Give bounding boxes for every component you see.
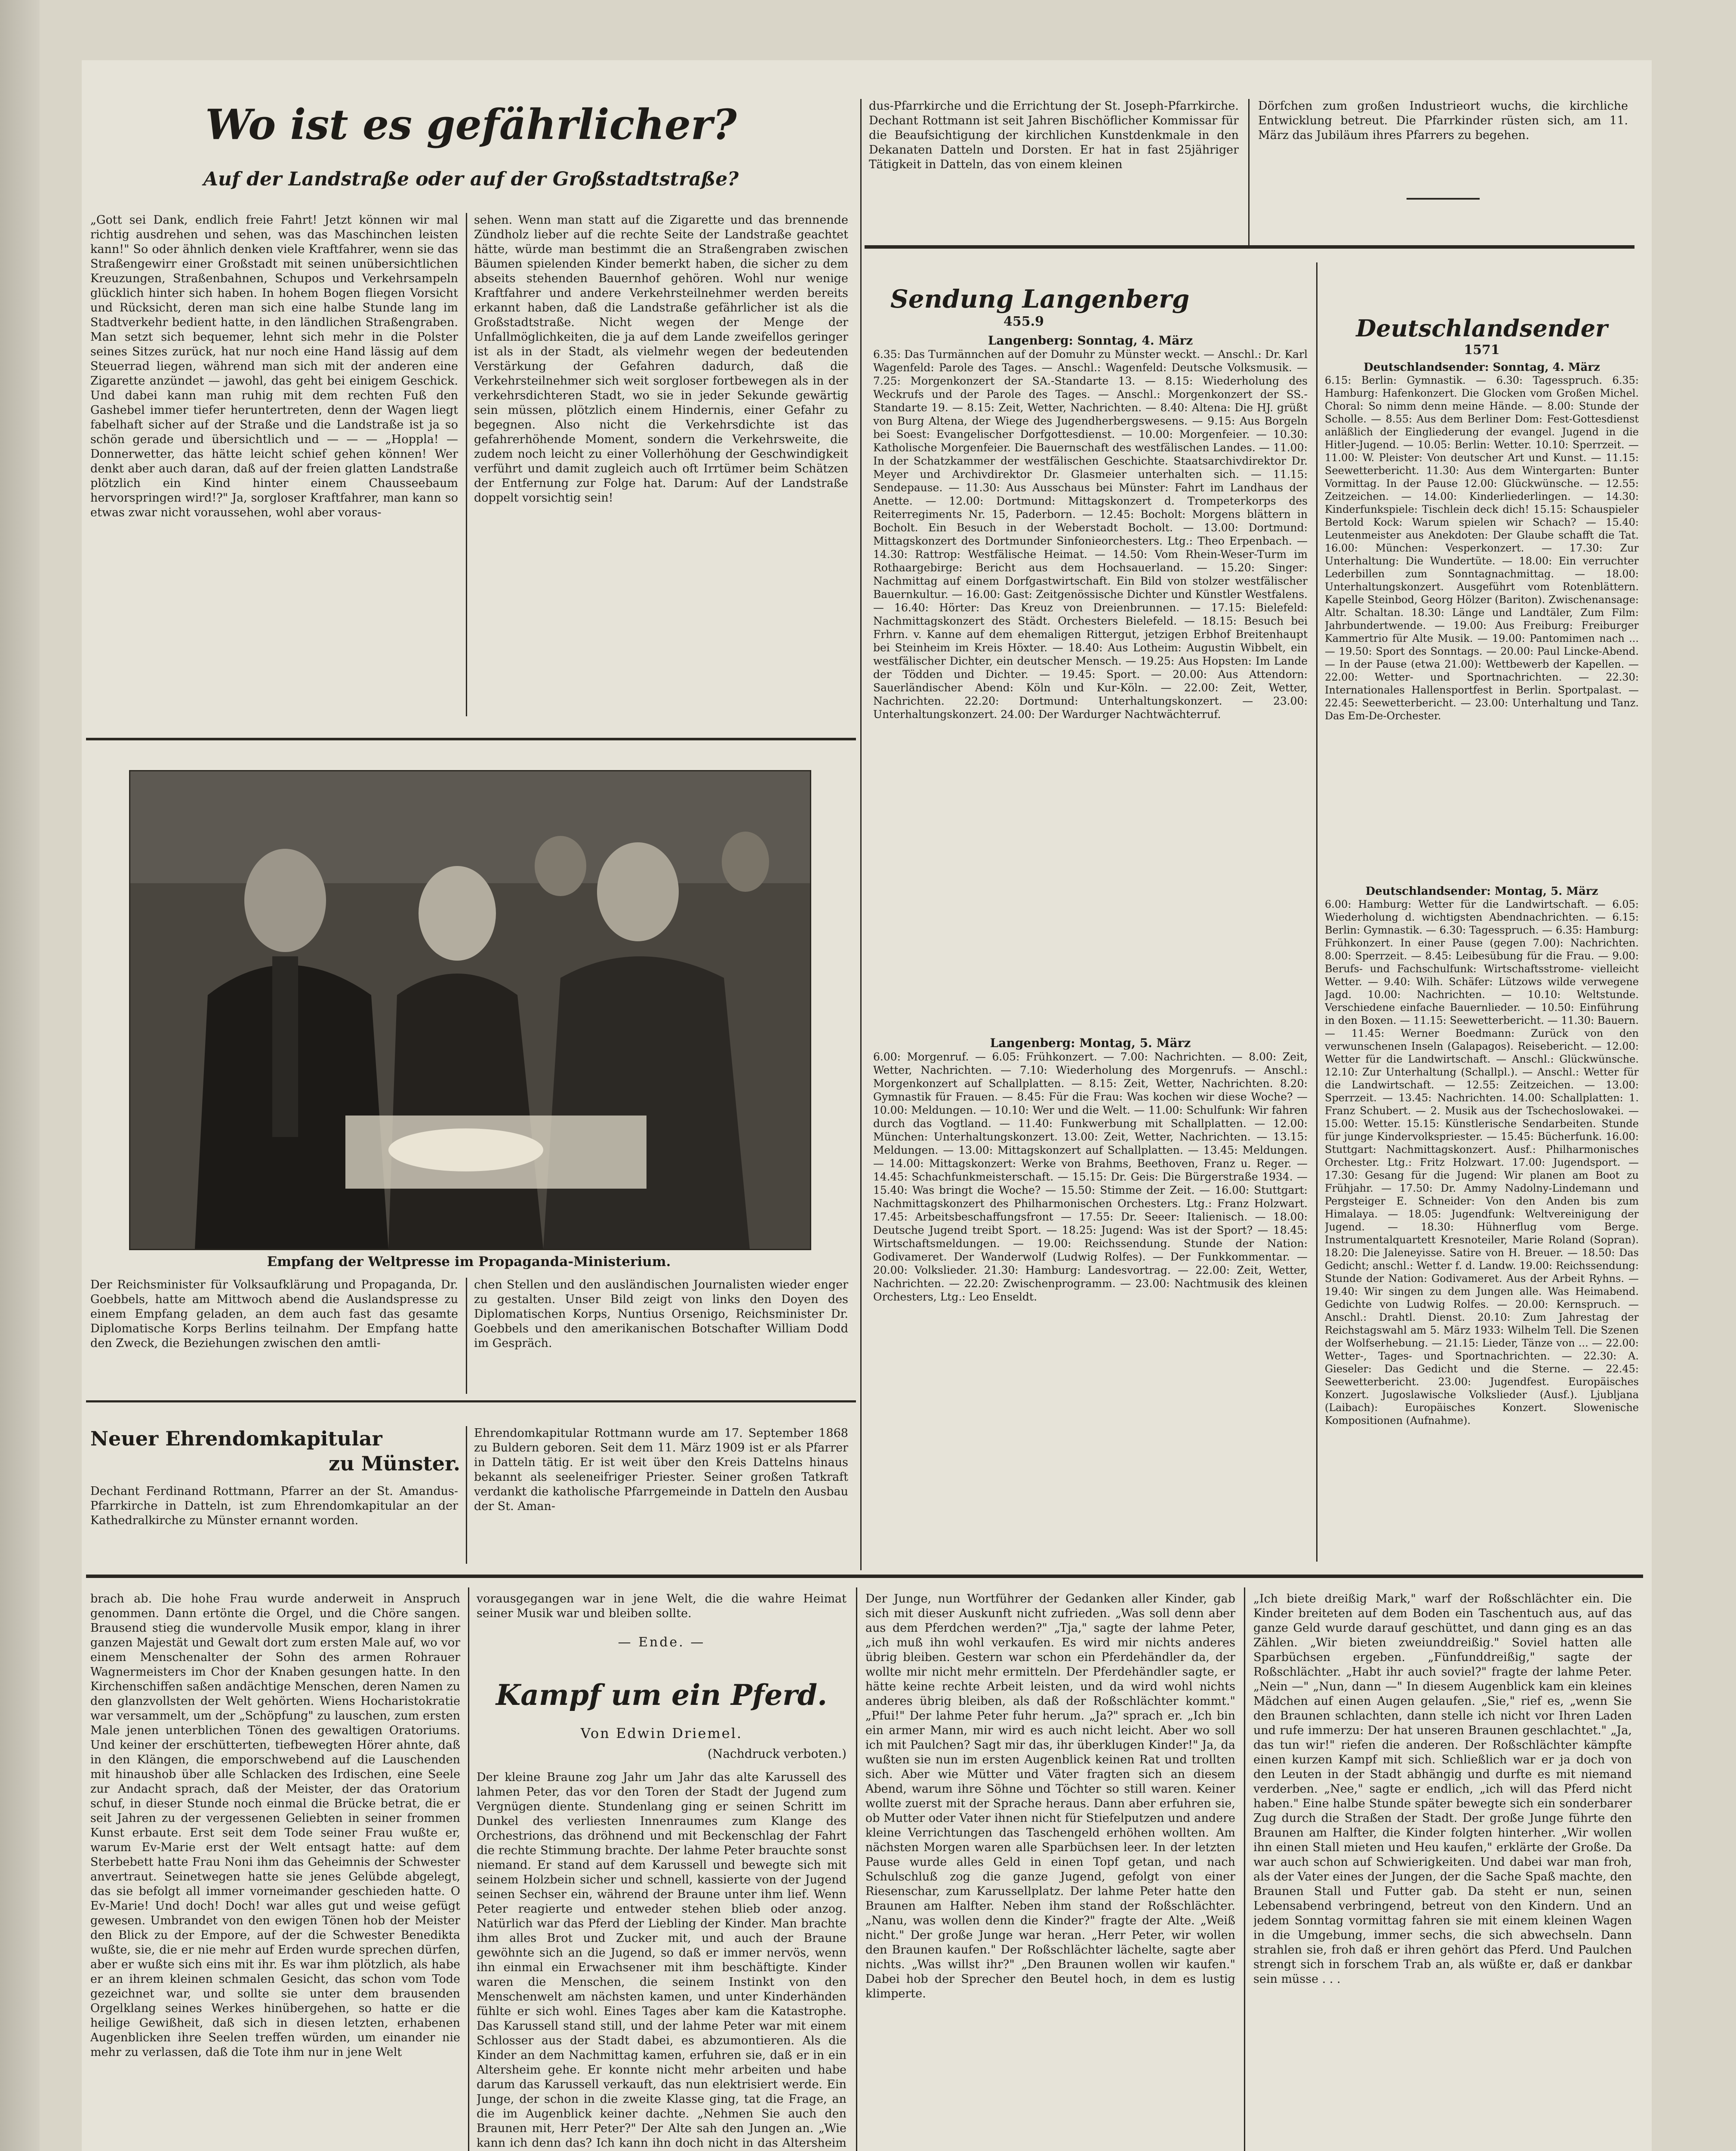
photo-caption: Empfang der Weltpresse im Propaganda-Ministerium. — [267, 1254, 671, 1270]
radio-deutschlandsender — [1325, 314, 1639, 1487]
story-note: (Nachdruck verboten.) — [708, 1747, 846, 1761]
section-rule — [86, 738, 856, 740]
column-divider — [466, 213, 467, 716]
station-name: Deutschlandsender — [1356, 314, 1608, 342]
column-divider — [1244, 1587, 1245, 2151]
article-title: Wo ist es gefährlicher? — [205, 100, 737, 149]
schedule-day-text: 6.35: Das Turmännchen auf der Domuhr zu Münster weckt. — Anschl.: Dr. Karl Wagenfeld: Parole des Tages. — Anschl.: Wagenfeld: Deutsche Volksmusik. — 7.25: Morgenkonzert der SA.-Standarte 13. — 8.15: Wiederholung des Weckrufs und der Parole des Tages. — Anschl.: Morgenkonzert der SS.-Standarte 19. — 8.15: Zeit, Wetter, Nachrichten. — 8.40: Altena: Die HJ. grüßt von Burg Altena, der Wiege des Jugendherbergswesens. — 9.15: Aus Borgeln bei Soest: Evangelischer Dorfgottesdienst. — 10.00: Morgenfeier. — 10.30: Katholische Morgenfeier. Die Bauernschaft des westfälischen Landes. — 11.00: In der Schatzkammer der westfälischen Geschichte. Staatsarchivdirektor Dr. Meyer und Archivdirektor Dr. Glasmeier unterhalten sich. — 11.15: Sendepause. — 11.30: Aus Ausschaus bei Münster: Fahrt im Landhaus der Anette. — 12.00: Dortmund: Mittagskonzert d. Trompeterkorps des Reiterregiments Nr. 15, Paderborn. — 12.45: Bocholt: Morgens blättern in Bocholt. Ein Besuch in der Weberstadt Bocholt. — 13.00: Dortmund: Mittagskonzert des Dortmunder Sinfonieorchesters. Ltg.: Theo Erpenbach. — 14.30: Rattrop: Westfälische Heimat. — 14.50: Vom Rhein-Weser-Turm im Rothaargebirge: Bericht aus dem Hochsauerland. — 15.20: Singer: Nachmittag auf einem Dorfgastwirtschaft. Ein Bild von stolzer westfälischer Bauernkultur. — 16.00: Gast: Zeitgenössische Dichter und Künstler Westfalens. — 16.40: Hörter: Das Kreuz von Dreienbrunnen. — 17.15: Bielefeld: Nachmittagskonzert des Städt. Orchesters Bielefeld. — 18.15: Besuch bei Frhrn. v. Kanne auf dem ehemaligen Rittergut, jetzigen Erbhof Breitenhaupt bei Steinheim im Kreis Höxter. — 18.40: Aus Lotheim: Augustin Wibbelt, ein westfälischer Dichter, ein deutscher Mensch. — 19.25: Aus Hopsten: Im Lande der Tödden und Dichter. — 19.45: Sport. — 20.00: Aus Attendorn: Sauerländischer Abend: Köln und Kur-Köln. — 22.00: Zeit, Wetter, Nachrichten. 22.20: Dortmund: Unterhaltungskonzert. — 23.00: Unterhaltungskonzert. 24.00: Der Wardurger Nachtwächterruf. — [873, 348, 1308, 721]
schedule-day-head: Deutschlandsender: Montag, 5. März — [1365, 885, 1598, 898]
station-name: Sendung Langenberg — [890, 284, 1190, 314]
short-rule — [1407, 198, 1480, 200]
schedule-day-head: Langenberg: Sonntag, 4. März — [988, 333, 1193, 348]
column-divider — [1316, 262, 1317, 1562]
column-divider — [1248, 99, 1250, 245]
column-divider — [466, 1426, 467, 1564]
article-subtitle: Auf der Landstraße oder auf der Großstadtstraße? — [203, 168, 739, 190]
article2-title-line1: Neuer Ehrendomkapitular — [90, 1427, 382, 1450]
story-author: Von Edwin Driemel. — [580, 1725, 743, 1741]
schedule-day-head: Deutschlandsender: Sonntag, 4. März — [1364, 361, 1600, 374]
page-binding-edge — [0, 0, 40, 2151]
continuation-text: brach ab. Die hohe Frau wurde anderweit in Anspruch genommen. Dann ertönte die Orgel, und die Chöre sangen. Brausend stieg die wundervolle Musik empor, klang in ihrer ganzen Majestät und Gewalt dort zum ersten Male auf, wo vor einem Menschenalter der Sohn des armen Rohrauer Wagnermeisters im Chor der Knaben gesungen hatte. In den Kirchenschiffen saßen andächtige Menschen, deren Namen zu den glanzvollsten der Welt gehörten. Wiens Hocharistokratie war versammelt, um der „Schöpfung" zu lauschen, zum ersten Male jenen unterblichen Tönen des gewaltigen Oratoriums. Und keiner der erschütterten, tiefbewegten Hörer ahnte, daß in den Klängen, die emporschwebend auf die Lauschenden mit hinaushob über alle Schlacken des Irdischen, eine Seele zur Andacht sprach, daß der Meister, der das Oratorium schuf, in dieser Stunde noch einmal die Brücke betrat, die er seit Jahren zu der vergessenen Geliebten in seiner frommen Kunst erbaute. Erst seit dem Tode seiner Frau wußte er, warum Ev-Marie erst der Welt entsagt hatte: auf dem Sterbebett hatte Frau Noni ihm das Geheimnis der Schwester anvertraut. Seinetwegen hatte sie jenes Gelübde abgelegt, das sie befolgt all immer vorneimander geschieden hatte. O Ev-Marie! Und doch! Doch! war alles gut und weise gefügt gewesen. Umbrandet von den ewigen Tönen hob der Meister den Blick zu der Empore, auf der die Schwester Benedikta wußte, sie, die er nie mehr auf Erden wurde sprechen dürfen, aber er wußte sich eins mit ihr. Es war ihm plötzlich, als habe er an ihrem kleinen schmalen Gesicht, das schon vom Tode gezeichnet war, und sollte sie unter dem brausenden Orgelklang seines Werkes hinübergehen, so hatte er die heilige Gewißheit, daß sich in diesen letzten, erhabenen Augenblicken ihre Seelen treffen würden, um einander nie mehr zu verlassen, daß die Tote ihm nur in jene Welt — [90, 1592, 460, 2059]
photo-text-right: chen Stellen und den ausländischen Journalisten wieder enger zu gestalten. Unser Bild zeigt von links den Doyen des Diplomatischen Korps, Nuntius Orsenigo, Reichsminister Dr. Goebbels und den amerikanischen Botschafter William Dodd im Gespräch. — [474, 1278, 848, 1350]
schedule-day-head: Langenberg: Montag, 5. März — [990, 1036, 1191, 1050]
story-column-3: „Ich biete dreißig Mark," warf der Roßschlächter ein. Die Kinder breiteten auf dem Boden ein Taschentuch aus, auf das ganze Geld wurde darauf geschüttet, und dann ging es an das Zählen. „Wir bieten zweiunddreißig." Soviel hatten alle Sparbüchsen ergeben. „Fünfunddreißig," sagte der Roßschlächter. „Habt ihr auch soviel?" fragte der lahme Peter. „Nein —" „Nun, dann —" In diesem Augenblick kam ein kleines Mädchen auf einen Augen gelaufen. „Sie," rief es, „wenn Sie den Braunen schlachten, dann stelle ich nicht vor Ihren Laden und rufe immerzu: Der hat unseren Braunen geschlachtet." „Ja, das tun wir!" riefen die anderen. Der Roßschlächter kämpfte einen kurzen Kampf mit sich. Schließlich war er ja doch von den Leuten in der Stadt abhängig und durfte es mit niemand verderben. „Nee," sagte er endlich, „ich will das Pferd nicht haben." Eine halbe Stunde später bewegte sich ein sonderbarer Zug durch die Straßen der Stadt. Der große Junge führte den Braunen am Halfter, die Kinder folgten hinterher. „Wir wollen ihn einen Stall mieten und Heu kaufen," erklärte der Große. Da war auch schon auf Schwierigkeiten. Und dabei war man froh, als der Vater eines der Jungen, der die Sache Spaß machte, den Braunen Stall und Futter gab. Da steht er nun, seinen Lebensabend verbringend, betreut von den Kindern. Und an jedem Sonntag vormittag fahren sie mit einem kleinen Wagen in die Umgebung, immer sechs, die sich abwechseln. Dann strahlen sie, froh daß er ihren gehört das Pferd. Und Paulchen strengt sich in forschem Trab an, als wüßte er, daß er dankbar sein müsse . . . — [1253, 1592, 1632, 1986]
article2-title — [90, 1426, 460, 1476]
column-divider — [468, 1587, 469, 2151]
ende-marker: — Ende. — — [618, 1635, 705, 1650]
story-column-1: Der kleine Braune zog Jahr um Jahr das alte Karussell des lahmen Peter, das vor den Toren der Stadt der Jugend zum Vergnügen diente. Stundenlang ging er seinen Schritt im Dunkel des verliesten Innenraumes zum Klange des Orchestrions, das dröhnend und mit Beckenschlag der Fahrt die rechte Stimmung brachte. Der lahme Peter brauchte sonst niemand. Er stand auf dem Karussell und bewegte sich mit seinem Holzbein sicher und schnell, kassierte von der Jugend seinen Sechser ein, während der Braune unter ihm lief. Wenn Peter reagierte und entweder stehen blieb oder anzog. Natürlich war das Pferd der Liebling der Kinder. Man brachte ihm alles Brot und Zucker mit, und auch der Braune gewöhnte sich an die Jugend, so daß er immer nervös, wenn ihn einmal ein Erwachsener mit ihm beschäftigte. Kinder waren die Menschen, die seinem Instinkt von den Menschenwelt am nächsten kamen, und unter Kinderhänden fühlte er sich wohl. Eines Tages aber kam die Katastrophe. Das Karussell stand still, und der lahme Peter war mit einem Schlosser aus der Stadt dabei, es abzumontieren. Als die Kinder an dem Nachmittag kamen, erfuhren sie, daß er in ein Altersheim gehe. Er konnte nicht mehr arbeiten und habe darum das Karussell verkauft, das nun elektrisiert werde. Ein Junge, der schon in die zweite Klasse ging, tat die Frage, an die im Augenblick keiner dachte. „Nehmen Sie auch den Braunen mit, Herr Peter?" Der Alte sah den Jungen an. „Wie kann ich denn das? Ich kann ihn doch nicht in das Altersheim — [477, 1771, 846, 2150]
column-divider — [466, 1278, 467, 1394]
column-divider — [856, 1587, 857, 2151]
photo-image — [130, 771, 810, 1249]
article2-column-4: Dörfchen zum großen Industrieort wuchs, die kirchliche Entwicklung betreut. Die Pfarrkinder rüsten sich, am 11. März das Jubiläum ihres Pfarrers zu begehen. — [1258, 99, 1628, 142]
article2-title-line2: zu Münster. — [329, 1452, 460, 1475]
bottom-section-rule — [86, 1575, 1643, 1578]
continuation-ending: vorausgegangen war in jene Welt, die die wahre Heimat seiner Musik war und bleiben sollte. — [477, 1592, 846, 1620]
story-column-2: Der Junge, nun Wortführer der Gedanken aller Kinder, gab sich mit dieser Auskunft nicht zufrieden. „Was soll denn aber aus dem Pferdchen werden?" „Tja," sagte der lahme Peter, „ich muß ihn wohl verkaufen. Es wird mir nichts anderes übrig bleiben. Gestern war schon ein Pferdehändler da, der wollte mir nicht mehr ermitteln. Der Pferdehändler sagte, er hätte keine rechte Arbeit leisten, und da wird wohl nichts anderes übrig bleiben, als daß der Roßschlächter kommt." „Pfui!" Der lahme Peter fuhr herum. „Ja?" sprach er. „Ich bin ein armer Mann, mir wird es auch nicht leicht. Aber wo soll ich mit Paulchen? Sagt mir das, ihr überklugen Kinder!" Ja, da wußten sie nun im ersten Augenblick keinen Rat und trollten sich. Aber wie Mütter und Väter fragten sich an diesem Abend, warum ihre Söhne und Töchter so still waren. Keiner wollte zuerst mit der Sprache heraus. Dann aber erfuhren sie, ob Mutter oder Vater ihnen nicht für Stiefelputzen und andere kleine Verrichtungen das Taschengeld erhöhen wollten. Am nächsten Morgen waren alle Sparbüchsen leer. In der letzten Pause wurde alles Geld in einen Topf getan, und nach Schulschluß zog die ganze Jugend, gefolgt von einer Riesenschar, zum Karussellplatz. Der lahme Peter hatte den Braunen am Halfter. Neben ihm stand der Roßschlächter. „Nanu, was wollen denn die Kinder?" fragte der Alte. „Weiß nicht." Der große Junge war heran. „Herr Peter, wir wollen den Braunen kaufen." Der Roßschlächter lächelte, sagte aber nichts. „Was willst ihr?" „Den Braunen wollen wir kaufen." Dabei hob der Sprecher den Beutel hoch, in dem es lustig klimperte. — [865, 1592, 1235, 2000]
schedule-day-text: 6.00: Hamburg: Wetter für die Landwirtschaft. — 6.05: Wiederholung d. wichtigsten Abendnachrichten. — 6.15: Berlin: Gymnastik. — 6.30: Tagesspruch. — 6.35: Hamburg: Frühkonzert. In einer Pause (gegen 7.00): Nachrichten. 8.00: Sperrzeit. — 8.45: Leibesübung für die Frau. — 9.00: Berufs- und Fachschulfunk: Wirtschaftsstrome- vielleicht Wetter. — 9.40: Wilh. Schäfer: Lützows wilde verwegene Jagd. 10.00: Nachrichten. — 10.10: Weltstunde. Verschiedene einfache Bauernlieder. — 10.50: Einführung in den Boxen. — 11.15: Seewetterbericht. — 11.30: Bauern. — 11.45: Werner Boedmann: Zurück von den verwunschenen Inseln (Galapagos). Reisebericht. — 12.00: Wetter für die Landwirtschaft. — Anschl.: Glückwünsche. 12.10: Zur Unterhaltung (Schallpl.). — Anschl.: Wetter für die Landwirtschaft. — 12.55: Zeitzeichen. — 13.00: Sperrzeit. — 13.45: Nachrichten. 14.00: Schallplatten: 1. Franz Schubert. — 2. Musik aus der Tschechoslowakei. — 15.00: Wetter. 15.15: Künstlerische Sendarbeiten. Stunde für junge Kindervolkspriester. — 15.45: Bücherfunk. 16.00: Stuttgart: Nachmittagskonzert. Ausf.: Philharmonisches Orchester. Ltg.: Fritz Holzwart. 17.00: Jugendsport. — 17.30: Gesang für die Jugend: Wir planen am Boot zu Frühjahr. — 17.50: Dr. Ammy Nadolny-Lindemann und Pergsteiger E. Schneider: Von den Anden bis zum Himalaya. — 18.05: Jugendfunk: Weltvereinigung der Jugend. — 18.30: Hühnerflug vom Berge. Instrumentalquartett Kresnoteiler, Marie Roland (Sopran). 18.20: Die Jaleneyisse. Satire von H. Breuer. — 18.50: Das Gedicht; anschl.: Wetter f. d. Landw. 19.00: Reichssendung: Stunde der Nation: Godivameret. Aus der Arbeit Ryhns. — 19.40: Wir singen zu dem Jungen alle. Was Heimabend. Gedichte von Ludwig Rolfes. — 20.00: Kernspruch. — Anschl.: Drahtl. Dienst. 20.10: Zum Jahrestag der Reichstagswahl am 5. März 1933: Wilhelm Tell. Die Szenen der Wolfserhebung. — 21.15: Lieder, Tänze von ... — 22.00: Wetter-, Tages- und Sportnachrichten. — 22.30: A. Gieseler: Das Gedicht und die Sterne. — 22.45: Seewetterbericht. 23.00: Jugendfest. Europäisches Konzert. Jugoslawische Volkslieder (Ausf.). Ljubljana (Laibach): Europäisches Konzert. Slowenische Kompositionen (Aufnahme). — [1325, 898, 1639, 1427]
newspaper-page — [82, 60, 1652, 2151]
radio-langenberg — [873, 284, 1308, 1450]
article-column-1: „Gott sei Dank, endlich freie Fahrt! Jetzt können wir mal richtig ausdrehen und sehen, was das Maschinchen leisten kann!" So oder ähnlich denken viele Kraftfahrer, wenn sie das Straßengewirr einer Großstadt mit seinen unübersichtlichen Kreuzungen, Straßenbahnen, Schupos und Verkehrsampeln glücklich hinter sich haben. In hohem Bogen fliegen Vorsicht und Rücksicht, deren man sich eine halbe Stunde lang im Stadtverkehr bedient hatte, in den ländlichen Straßengraben. Man setzt sich bequemer, lehnt sich mehr in die Polster seines Sitzes zurück, hat nur noch eine Hand lässig auf dem Steuerrad liegen, während man sich mit der anderen eine Zigarette anzündet — jawohl, das geht bei einigem Geschick. Und dabei kann man ruhig mit dem rechten Fuß den Gashebel immer tiefer heruntertreten, denn der Wagen liegt fabelhaft sicher auf der Straße und die Landstraße ist ja so schön gerade und übersichtlich und — — — „Hoppla! — Donnerwetter, das hätte leicht schief gehen können! Wer denkt aber auch daran, daß auf der freien glatten Landstraße plötzlich ein Kind hinter einem Chausseebaum hervorspringen wird!?" Ja, sorgloser Kraftfahrer, man kann so etwas zwar nicht voraussehen, wohl aber voraus- — [90, 213, 458, 519]
article2-column-3: dus-Pfarrkirche und die Errichtung der St. Joseph-Pfarrkirche. Dechant Rottmann ist seit Jahren Bischöflicher Kommissar für die Beaufsichtigung der kirchlichen Kunstdenkmale in den Dekanaten Datteln und Dorsten. Er hat in fast 25jähriger Tätigkeit in Datteln, das von einem kleinen — [869, 99, 1239, 171]
column-divider — [860, 99, 862, 1570]
photo-text-left: Der Reichsminister für Volksaufklärung und Propaganda, Dr. Goebbels, hatte am Mittwoch abend die Auslandspresse zu einem Empfang geladen, an dem auch fast das gesamte Diplomatische Korps Berlins teilnahm. Der Empfang hatte den Zweck, die Beziehungen zwischen den amtli- — [90, 1278, 458, 1350]
radio-top-rule — [865, 245, 1634, 249]
station-frequency: 455.9 — [1003, 314, 1044, 329]
reception-photo — [129, 770, 811, 1250]
story-title: Kampf um ein Pferd. — [496, 1678, 828, 1712]
schedule-day-text: 6.00: Morgenruf. — 6.05: Frühkonzert. — 7.00: Nachrichten. — 8.00: Zeit, Wetter, Nachrichten. — 7.10: Wiederholung des Morgenrufs. — Anschl.: Morgenkonzert auf Schallplatten. — 8.15: Zeit, Wetter, Nachrichten. 8.20: Gymnastik für Frauen. — 8.45: Für die Frau: Was kochen wir diese Woche? — 10.00: Meldungen. — 10.10: Wer und die Welt. — 11.00: Schulfunk: Wir fahren durch das Vogtland. — 11.40: Funkwerbung mit Schallplatten. — 12.00: München: Unterhaltungskonzert. 13.00: Zeit, Wetter, Nachrichten. — 13.15: Meldungen. — 13.00: Mittagskonzert auf Schallplatten. — 13.45: Meldungen. — 14.00: Mittagskonzert: Werke von Brahms, Beethoven, Franz u. Reger. — 14.45: Schachfunkmeisterschaft. — 15.15: Dr. Geis: Die Bürgerstraße 1934. — 15.40: Was bringt die Woche? — 15.50: Stimme der Zeit. — 16.00: Stuttgart: Nachmittagskonzert des Philharmonischen Orchesters. Ltg.: Franz Holzwart. 17.45: Arbeitsbeschaffungsfront — 17.55: Dr. Seeer: Italienisch. — 18.00: Deutsche Jugend treibt Sport. — 18.25: Jugend: Was ist der Sport? — 18.45: Wirtschaftsmeldungen. — 19.00: Reichssendung. Stunde der Nation: Godivameret. Der Wanderwolf (Ludwig Rolfes). — Der Funkkommentar. — 20.00: Volkslieder. 21.30: Hamburg: Landesvortrag. — 22.00: Zeit, Wetter, Nachrichten. — 22.20: Zwischenprogramm. — 23.00: Nachtmusik des kleinen Orchesters, Ltg.: Leo Enseldt. — [873, 1051, 1308, 1303]
article-column-2: sehen. Wenn man statt auf die Zigarette und das brennende Zündholz lieber auf die rechte Seite der Landstraße geachtet hätte, würde man bestimmt die an Straßengraben zwischen Bäumen spielenden Kinder bemerkt haben, die sicher zu dem abseits stehenden Bauernhof gehören. Wohl nur wenige Kraftfahrer und andere Verkehrsteilnehmer werden bereits erkannt haben, daß die Landstraße gefährlicher ist als die Großstadtstraße. Nicht wegen der Menge der Unfallmöglichkeiten, die ja auf dem Lande zweifellos geringer ist als in der Stadt, als vielmehr wegen der bedeutenden Verstärkung der Gefahren dadurch, daß die Verkehrsteilnehmer sich weit sorgloser fortbewegen als in der verkehrsdichteren Stadt, wo sie in jeder Sekunde gewärtig sein müssen, plötzlich einem Hindernis, einer Gefahr zu begegnen. Also nicht die Verkehrsdichte ist das gefahrerhöhende Moment, sondern die Verkehrsweite, die zudem noch leicht zu einer Vollerhöhung der Geschwindigkeit verführt und damit zugleich auch oft Irrtümer beim Schätzen der Entfernung zur Folge hat. Darum: Auf der Landstraße doppelt vorsichtig sein! — [474, 213, 848, 505]
station-frequency: 1571 — [1464, 342, 1500, 357]
section-rule — [86, 1400, 856, 1402]
article2-column-2: Ehrendomkapitular Rottmann wurde am 17. September 1868 zu Buldern geboren. Seit dem 11. März 1909 ist er als Pfarrer in Datteln tätig. Er ist weit über den Kreis Dattelns hinaus bekannt als seeleneifriger Priester. Seiner großen Tatkraft verdankt die katholische Pfarrgemeinde in Datteln den Ausbau der St. Aman- — [474, 1427, 848, 1513]
article2-column-1: Dechant Ferdinand Rottmann, Pfarrer an der St. Amandus-Pfarrkirche in Datteln, ist zum Ehrendomkapitular an der Kathedralkirche zu Münster ernannt worden. — [90, 1485, 458, 1527]
schedule-day-text: 6.15: Berlin: Gymnastik. — 6.30: Tagesspruch. 6.35: Hamburg: Hafenkonzert. Die Glocken vom Großen Michel. Choral: So nimm denn meine Hände. — 8.00: Stunde der Scholle. — 8.55: Aus dem Berliner Dom: Fest-Gottesdienst anläßlich der Eingliederung der evangel. Jugend in die Hitler-Jugend. — 10.05: Berlin: Wetter. 10.10: Sperrzeit. — 11.00: W. Pleister: Von deutscher Art und Kunst. — 11.15: Seewetterbericht. 11.30: Aus dem Wintergarten: Bunter Vormittag. In der Pause 12.00: Glückwünsche. — 12.55: Zeitzeichen. — 14.00: Kinderliederlingen. — 14.30: Kinderfunkspiele: Tischlein deck dich! 15.15: Schauspieler Bertold Kock: Warum spielen wir Schach? — 15.40: Leutenmeister aus Anekdoten: Der Glaube schafft die Tat. 16.00: München: Vesperkonzert. — 17.30: Zur Unterhaltung: Die Wundertüte. — 18.00: Ein verruchter Lederbillen zum Sonntagnachmittag. — 18.00: Unterhaltungskonzert. Ausgeführt vom Rotenblättern. Kapelle Steinbod, Georg Hölzer (Bariton). Zwischenansage: Altr. Schaltan. 18.30: Länge und Landtäler, Zum Film: Jahrbundertwende. — 19.00: Aus Freiburg: Freiburger Kammertrio für Alte Musik. — 19.00: Pantomimen nach ... — 19.50: Sport des Sonntags. — 20.00: Paul Lincke-Abend. — In der Pause (etwa 21.00): Wettbewerb der Kapellen. — 22.00: Wetter- und Sportnachrichten. — 22.30: Internationales Hallensportfest in Berlin. Sportpalast. — 22.45: Seewetterbericht. — 23.00: Unterhaltung und Tanz. Das Em-De-Orchester. — [1325, 374, 1639, 722]
